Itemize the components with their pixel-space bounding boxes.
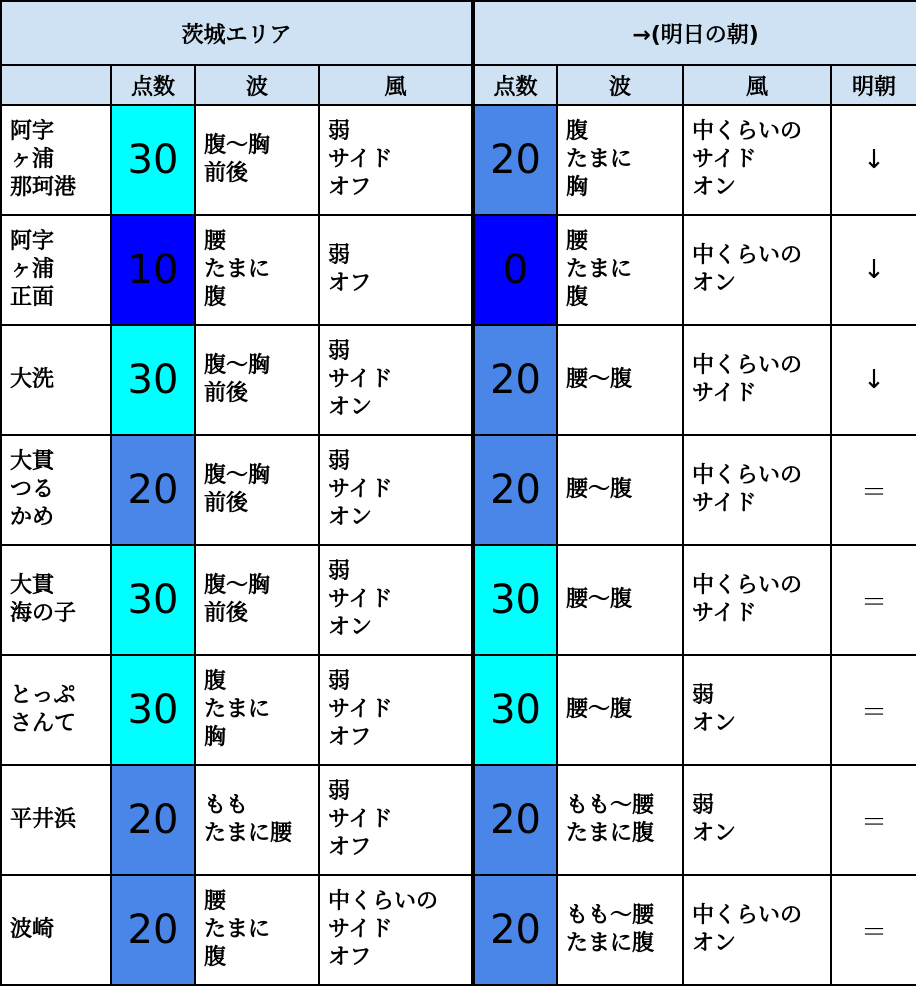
today-wave-line: 腹	[204, 945, 227, 970]
table-row	[1, 105, 916, 215]
today-score: 20	[111, 875, 195, 985]
today-wave	[195, 545, 319, 655]
trend-indicator: ＝	[831, 655, 916, 765]
today-wind-line: サイド	[328, 477, 393, 502]
area-name-line: 大洗	[10, 367, 55, 392]
tomorrow-wave-line: 腰～腹	[566, 367, 633, 392]
tomorrow-wave	[557, 655, 683, 765]
tomorrow-wave-line: 腹	[566, 119, 589, 144]
today-wind-line: 弱	[328, 669, 351, 694]
tomorrow-score: 20	[473, 875, 557, 985]
trend-indicator: ＝	[831, 435, 916, 545]
area-name	[1, 215, 111, 325]
today-wave-line: 腰	[204, 889, 227, 914]
today-wind-line: オン	[328, 615, 373, 640]
today-wave-line: 腹	[204, 285, 227, 310]
area-name-line: 阿字	[10, 119, 55, 144]
today-wave-line: たまに	[204, 257, 271, 282]
tomorrow-wind	[683, 765, 831, 875]
today-wave-line: 腹～胸	[204, 463, 271, 488]
tomorrow-wind-line: サイド	[692, 381, 757, 406]
tomorrow-wind	[683, 325, 831, 435]
area-name-line: ヶ浦	[10, 257, 55, 282]
tomorrow-wind-line: サイド	[692, 491, 757, 516]
tomorrow-wave-line: 胸	[566, 175, 589, 200]
today-wind-line: 弱	[328, 243, 351, 268]
today-wave	[195, 875, 319, 985]
today-wave-line: 前後	[204, 161, 249, 186]
today-wave-line: 腹	[204, 669, 227, 694]
tomorrow-wind-line: オン	[692, 271, 737, 296]
tomorrow-wave	[557, 325, 683, 435]
today-wind	[319, 215, 473, 325]
today-score: 30	[111, 105, 195, 215]
today-wind	[319, 545, 473, 655]
forecast-rows	[1, 105, 916, 985]
today-wave-line: 前後	[204, 601, 249, 626]
tomorrow-wave-column-header: 波	[557, 65, 683, 105]
tomorrow-wave-line: 腰～腹	[566, 477, 633, 502]
today-wave	[195, 105, 319, 215]
tomorrow-wind-line: オン	[692, 931, 737, 956]
today-score: 30	[111, 655, 195, 765]
area-name-line: 大貫	[10, 573, 55, 598]
tomorrow-wave-line: たまに腹	[566, 931, 655, 956]
table-row	[1, 435, 916, 545]
today-wind-line: 弱	[328, 779, 351, 804]
wind-column-header: 風	[319, 65, 473, 105]
tomorrow-wind-line: 弱	[692, 683, 715, 708]
tomorrow-wind-line: 中くらいの	[692, 573, 803, 598]
trend-indicator: ＝	[831, 875, 916, 985]
tomorrow-score: 20	[473, 325, 557, 435]
area-name	[1, 655, 111, 765]
area-name-line: 平井浜	[10, 807, 77, 832]
trend-indicator: ↓	[831, 325, 916, 435]
tomorrow-wave-line: 腰～腹	[566, 587, 633, 612]
today-score: 10	[111, 215, 195, 325]
today-wave	[195, 655, 319, 765]
today-wave	[195, 765, 319, 875]
tomorrow-wave-line: 腰～腹	[566, 697, 633, 722]
today-wave-line: 腰	[204, 229, 227, 254]
tomorrow-wind-line: オン	[692, 711, 737, 736]
area-name-line: 海の子	[10, 601, 77, 626]
today-wave-line: たまに	[204, 697, 271, 722]
today-wind-line: オフ	[328, 175, 372, 200]
tomorrow-score: 30	[473, 545, 557, 655]
today-score: 20	[111, 435, 195, 545]
tomorrow-score: 20	[473, 435, 557, 545]
tomorrow-wind	[683, 875, 831, 985]
today-wave-line: 腹～胸	[204, 353, 271, 378]
today-wind	[319, 765, 473, 875]
area-name-line: さんて	[10, 711, 77, 736]
today-wind-line: サイド	[328, 367, 393, 392]
area-name-line: 波崎	[10, 917, 55, 942]
today-wind-line: サイド	[328, 587, 393, 612]
today-wave-line: もも	[204, 793, 249, 818]
today-wave-line: 腹～胸	[204, 133, 271, 158]
today-wind-line: オフ	[328, 271, 372, 296]
tomorrow-wind-line: 中くらいの	[692, 119, 803, 144]
tomorrow-wave	[557, 875, 683, 985]
today-wave	[195, 325, 319, 435]
tomorrow-score: 30	[473, 655, 557, 765]
today-wind-line: 弱	[328, 449, 351, 474]
table-row	[1, 545, 916, 655]
tomorrow-wind-line: 弱	[692, 793, 715, 818]
today-wind-line: 中くらいの	[328, 889, 439, 914]
area-name	[1, 325, 111, 435]
area-name	[1, 765, 111, 875]
tomorrow-wind	[683, 655, 831, 765]
area-name-line: とっぷ	[10, 683, 76, 708]
tomorrow-wave-line: 腹	[566, 285, 589, 310]
tomorrow-wind-line: サイド	[692, 601, 757, 626]
today-wave	[195, 215, 319, 325]
tomorrow-wave	[557, 545, 683, 655]
today-wind-line: サイド	[328, 147, 393, 172]
area-name-line: ヶ浦	[10, 147, 55, 172]
today-wave-line: 前後	[204, 381, 249, 406]
area-name-line: つる	[10, 477, 55, 502]
today-score: 30	[111, 545, 195, 655]
area-name-line: かめ	[10, 505, 55, 530]
wave-column-header: 波	[195, 65, 319, 105]
today-wind-line: オフ	[328, 835, 372, 860]
tomorrow-wave-line: たまに	[566, 257, 633, 282]
today-wind-line: オフ	[328, 945, 372, 970]
table-row	[1, 875, 916, 985]
tomorrow-score: 0	[473, 215, 557, 325]
today-score: 30	[111, 325, 195, 435]
today-wave-line: たまに腰	[204, 821, 293, 846]
today-wave-line: たまに	[204, 917, 271, 942]
tomorrow-wind	[683, 545, 831, 655]
trend-indicator: ＝	[831, 545, 916, 655]
tomorrow-wave-line: たまに	[566, 147, 633, 172]
today-wind-line: 弱	[328, 559, 351, 584]
tomorrow-wind-column-header: 風	[683, 65, 831, 105]
tomorrow-wave-line: 腰	[566, 229, 589, 254]
today-wind-line: サイド	[328, 697, 393, 722]
area-column-header	[1, 65, 111, 105]
today-wave-line: 前後	[204, 491, 249, 516]
tomorrow-score: 20	[473, 105, 557, 215]
area-name	[1, 875, 111, 985]
today-wind-line: サイド	[328, 807, 393, 832]
table-row	[1, 765, 916, 875]
trend-indicator: ＝	[831, 765, 916, 875]
tomorrow-wave-line: たまに腹	[566, 821, 655, 846]
tomorrow-wind-line: 中くらいの	[692, 463, 803, 488]
tomorrow-wind	[683, 105, 831, 215]
tomorrow-wind-line: 中くらいの	[692, 353, 803, 378]
today-wind	[319, 325, 473, 435]
today-wind	[319, 655, 473, 765]
tomorrow-wave-line: もも～腰	[566, 793, 655, 818]
area-name	[1, 105, 111, 215]
today-score: 20	[111, 765, 195, 875]
tomorrow-wind-line: オン	[692, 175, 737, 200]
today-wave-line: 胸	[204, 725, 227, 750]
table-row	[1, 655, 916, 765]
tomorrow-wave	[557, 215, 683, 325]
area-name-line: 大貫	[10, 449, 55, 474]
trend-indicator: ↓	[831, 105, 916, 215]
area-name-line: 正面	[10, 285, 55, 310]
today-wind-line: オフ	[328, 725, 372, 750]
today-wave-line: 腹～胸	[204, 573, 271, 598]
tomorrow-score-column-header: 点数	[473, 65, 557, 105]
tomorrow-wave-line: もも～腰	[566, 903, 655, 928]
tomorrow-score: 20	[473, 765, 557, 875]
tomorrow-morning-header: →(明日の朝)	[473, 1, 916, 65]
ibaraki-area-header: 茨城エリア	[1, 1, 473, 65]
area-name	[1, 435, 111, 545]
today-wind-line: 弱	[328, 339, 351, 364]
tomorrow-wave	[557, 765, 683, 875]
score-column-header: 点数	[111, 65, 195, 105]
today-wind-line: オン	[328, 395, 373, 420]
tomorrow-wind-line: オン	[692, 821, 737, 846]
table-row	[1, 215, 916, 325]
today-wind-line: 弱	[328, 119, 351, 144]
tomorrow-wind	[683, 435, 831, 545]
today-wave	[195, 435, 319, 545]
tomorrow-wind-line: サイド	[692, 147, 757, 172]
today-wind	[319, 105, 473, 215]
area-name-line: 那珂港	[10, 175, 77, 200]
tomorrow-wind-line: 中くらいの	[692, 903, 803, 928]
area-name-line: 阿字	[10, 229, 55, 254]
tomorrow-wave	[557, 435, 683, 545]
table-row	[1, 325, 916, 435]
tomorrow-wave	[557, 105, 683, 215]
today-wind	[319, 875, 473, 985]
area-name	[1, 545, 111, 655]
tomorrow-wind-line: 中くらいの	[692, 243, 803, 268]
trend-column-header: 明朝	[831, 65, 916, 105]
today-wind-line: サイド	[328, 917, 393, 942]
trend-indicator: ↓	[831, 215, 916, 325]
tomorrow-wind	[683, 215, 831, 325]
today-wind	[319, 435, 473, 545]
today-wind-line: オン	[328, 505, 373, 530]
